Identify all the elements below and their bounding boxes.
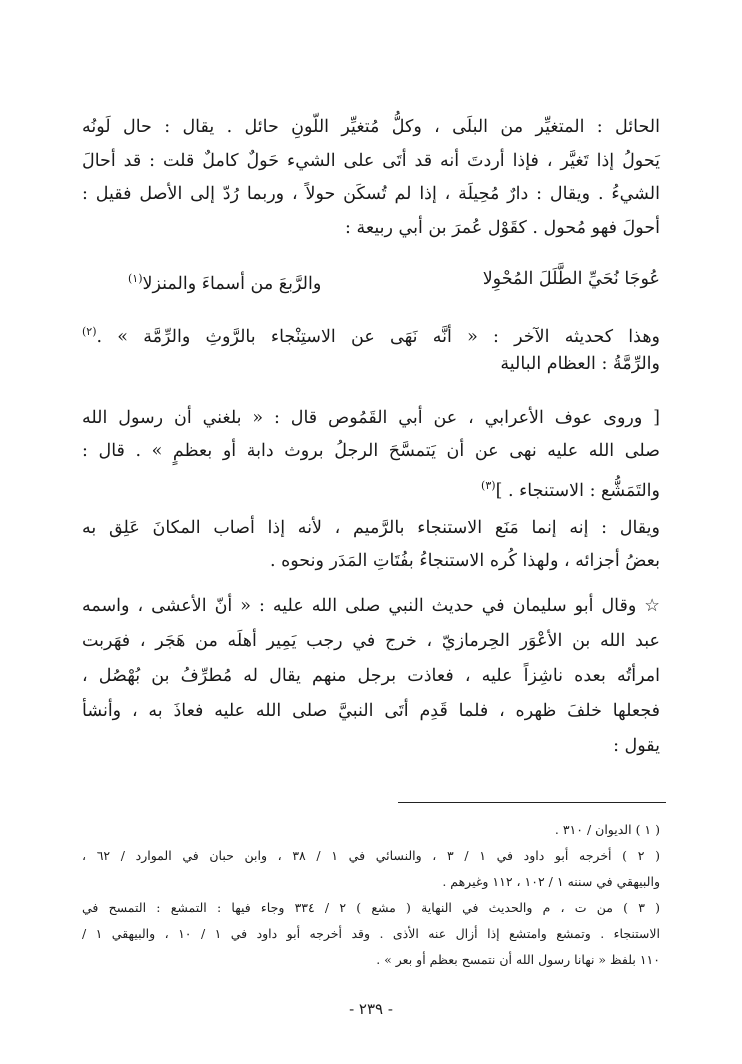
verse-second-text: والرَّبعَ من أسماءَ والمنزلا [142, 273, 322, 294]
bracket-end-text: والتَمَشُّع : الاستنجاء . ] [495, 480, 660, 501]
verse-first-hemistich: عُوجَا نُحَيِّ الطَّلَلَ المُحْوِلا [482, 269, 660, 289]
body-line-3: الشيءُ . ويقال : دارٌ مُحِيلَة ، إذا لم تُسكَن حولاً ، وربما رُدّ إلى الأصل فقيل : [82, 184, 660, 204]
footnote-ref-1: (١) [128, 272, 143, 285]
body-line-asha-5: يقول : [613, 736, 660, 756]
body-line-bracket-2: صلى الله عليه نهى عن أن يَتمسَّحَ الرجلُ بروث دابة أو بعظمٍ » . قال : [82, 441, 660, 461]
body-line-asha-4: فجعلها خلفَ ظهره ، فلما قَدِم أتَى النبيَّ صلى الله عليه فعاذَ به ، وأنشأ [82, 701, 660, 721]
body-line-rimma: والرِّمَّةُ : العظام البالية [500, 354, 660, 374]
body-line-2: يَحولُ إذا تَغيَّر ، فإذا أردتَ أنه قد أتَى على الشيء حَولٌ كاملٌ قلت : قد أحالَ [82, 151, 660, 171]
footnote-ref-2: (٢) [82, 325, 97, 338]
body-line-yuqal-2: بعضُ أجزائه ، ولهذا كُره الاستنجاءُ بفُتَاتِ المَدَر ونحوه . [269, 551, 660, 571]
body-line-asha-3: امرأتُه بعده ناشِزاً عليه ، فعاذت برجل منهم يقال له مُطرِّفُ بن بُهْصُل ، [82, 666, 660, 686]
footnote-1: ( ١ ) الديوان / ٣١٠ . [554, 822, 660, 837]
body-line-hadith [82, 318, 660, 351]
body-line-bracket-3 [481, 472, 660, 505]
body-line-yuqal-1: ويقال : إنه إنما مَنَع الاستنجاء بالرَّميم ، لأنه إذا أصاب المكانَ عَلِق به [82, 518, 660, 538]
footnote-2-line-2: والبيهقي في سننه ١ / ١٠٢ ، ١١٢ وغيرهم . [442, 874, 660, 889]
body-line-asha-2: عبد الله بن الأعْوَر الحِرمازيّ ، خرج في رجب يَمِير أهلَه من هَجَر ، فهَربت [82, 631, 660, 651]
verse-second-hemistich [128, 265, 321, 298]
footnote-divider [398, 802, 666, 803]
body-line-4: أحولَ فهو مُحول . كقَوْل عُمرَ بن أبي ربيعة : [345, 218, 660, 238]
page-number: - ٢٣٩ - [349, 1000, 393, 1018]
footnote-3-line-2: الاستنجاء . وتمشع وامتشع إذا أزال عنه الأذى . وقد أخرجه أبو داود في ١ / ١٠ ، والبيهقي ١ / [82, 926, 661, 941]
footnote-2-line-1: ( ٢ ) أخرجه أبو داود في ١ / ٣ ، والنسائي في ١ / ٣٨ ، وابن حبان في الموارد / ٦٢ ، [82, 848, 660, 863]
body-line-1: الحائل : المتغيِّر من البلَى ، وكلُّ مُتغيِّر اللّونِ حائل . يقال : حال لَونُه [82, 117, 660, 137]
body-line-asha-1: ☆ وقال أبو سليمان في حديث النبي صلى الله عليه : « أنّ الأعشى ، واسمه [82, 596, 660, 616]
body-line-bracket-1: [ وروى عوف الأعرابي ، عن أبي القَمُوص قال : « بلغني أن رسول الله [82, 408, 660, 428]
hadith-text: وهذا كحديثه الآخر : « أنَّه نَهَى عن الاستِنْجاء بالرَّوثِ والرِّمَّة » . [96, 326, 660, 347]
footnote-3-line-3: ١١٠ بلفظ « نهانا رسول الله أن نتمسح بعظم أو بعر » . [376, 952, 660, 967]
footnote-ref-3: (٣) [481, 479, 496, 492]
footnote-3-line-1: ( ٣ ) من ت ، م والحديث في النهاية ( مشع ) ٢ / ٣٣٤ وجاء فيها : التمشع : التمسح في [82, 900, 660, 915]
